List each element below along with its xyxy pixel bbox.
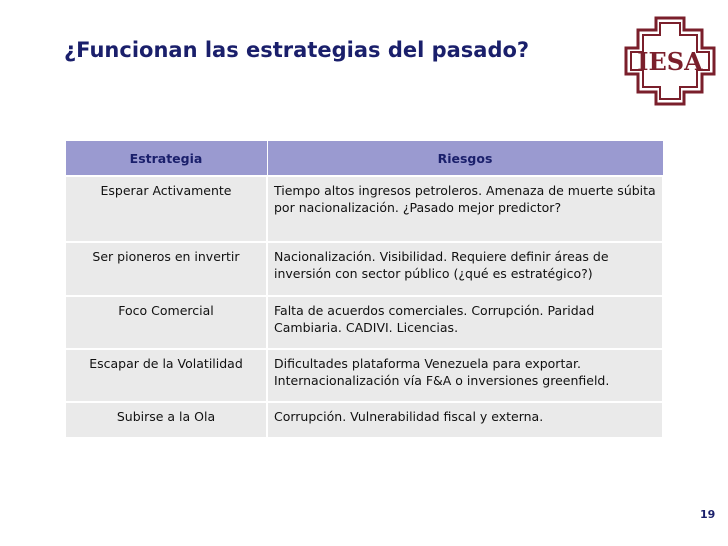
table-row — [65, 402, 663, 438]
risk-cell: Tiempo altos ingresos petroleros. Amenaza de muerte súbita por nacionalización. ¿Pasado mejor predictor? — [267, 176, 663, 242]
strategy-cell: Escapar de la Volatilidad — [65, 349, 267, 402]
table-row — [65, 296, 663, 349]
page-number: 19 — [700, 508, 716, 521]
risk-cell: Dificultades plataforma Venezuela para exportar. Internacionalización vía F&A o inversiones greenfield. — [267, 349, 663, 402]
strategies-table — [64, 140, 664, 439]
table-row — [65, 242, 663, 296]
header-estrategia: Estrategia — [65, 141, 267, 177]
header-riesgos: Riesgos — [267, 141, 663, 177]
table-header-row — [65, 141, 663, 177]
risk-cell: Falta de acuerdos comerciales. Corrupción. Paridad Cambiaria. CADIVI. Licencias. — [267, 296, 663, 349]
iesa-logo — [624, 16, 716, 106]
strategy-cell: Foco Comercial — [65, 296, 267, 349]
strategy-cell: Ser pioneros en invertir — [65, 242, 267, 296]
table-row — [65, 176, 663, 242]
strategy-cell: Subirse a la Ola — [65, 402, 267, 438]
strategy-cell: Esperar Activamente — [65, 176, 267, 242]
table-row — [65, 349, 663, 402]
logo-text: IESA — [637, 47, 703, 76]
risk-cell: Corrupción. Vulnerabilidad fiscal y externa. — [267, 402, 663, 438]
slide-title: ¿Funcionan las estrategias del pasado? — [64, 38, 530, 62]
risk-cell: Nacionalización. Visibilidad. Requiere definir áreas de inversión con sector público (¿qué es estratégico?) — [267, 242, 663, 296]
